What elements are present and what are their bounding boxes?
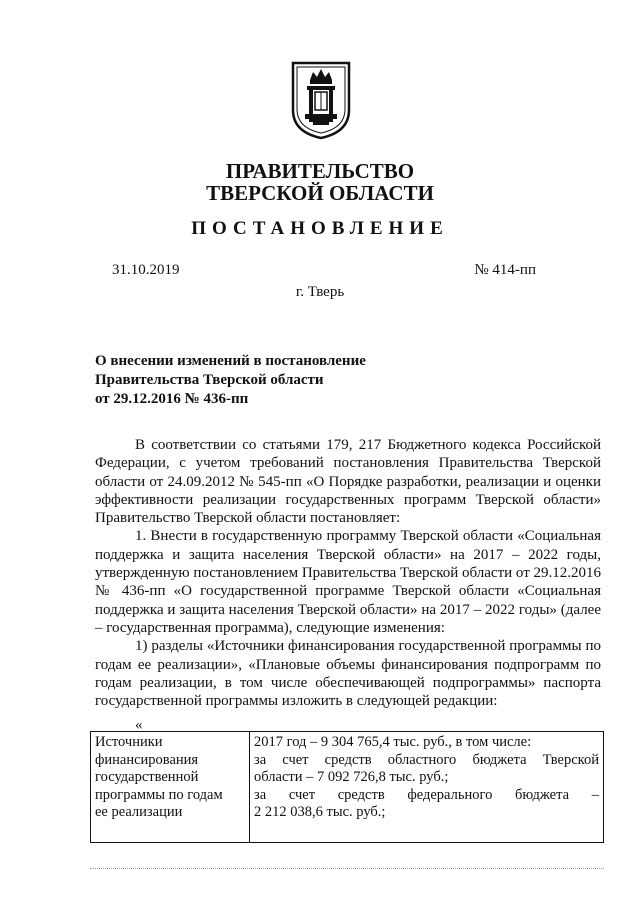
table-cell-value xyxy=(250,732,604,843)
document-city: г. Тверь xyxy=(295,284,345,300)
document-subject xyxy=(95,352,475,409)
document-type-title: ПОСТАНОВЛЕНИЕ xyxy=(191,218,449,239)
body-paragraph: 1. Внести в государственную программу Тверской области «Социальная поддержка и защита населения Тверской области» на 2017 – 2022 годы, утвержденную постановлением Правительства Тверской области от 29.12.2016 № 436-пп «О государственной программе Тверской области «Социальная поддержка и защита населения Тверской области» на 2017 – 2022 годы» (далее – государственная программа), следующие изменения: xyxy=(95,528,602,636)
subject-line: О внесении изменений в постановление xyxy=(95,353,366,369)
coat-of-arms-emblem-icon xyxy=(290,60,352,140)
cell-line: государственной xyxy=(95,769,199,786)
cell-line: области – 7 092 726,8 тыс. руб.; xyxy=(254,769,449,786)
opening-quote: « xyxy=(135,717,143,733)
financing-table xyxy=(90,731,604,843)
table-row xyxy=(91,732,604,843)
cell-line: за счет средств федерального бюджета – xyxy=(254,786,599,803)
cell-line: ее реализации xyxy=(95,804,183,821)
table-cell-label xyxy=(91,732,250,843)
cell-line: Источники xyxy=(95,734,163,750)
subject-line: Правительства Тверской области xyxy=(95,372,324,388)
cell-line: финансирования xyxy=(95,751,199,768)
document-date: 31.10.2019 xyxy=(112,262,180,278)
org-name-line2: ТВЕРСКОЙ ОБЛАСТИ xyxy=(206,181,434,205)
cell-line: 2017 год – 9 304 765,4 тыс. руб., в том числе: xyxy=(254,734,532,750)
body-paragraph: В соответствии со статьями 179, 217 Бюджетного кодекса Российской Федерации, с учетом требований постановления Правительства Тверской области от 24.09.2012 № 545-пп «О Порядке разработки, реализации и оценки эффективности реализации государственных программ Тверской области» Правительство Тверской области постановляет: xyxy=(95,437,601,527)
document-body xyxy=(95,436,601,710)
document-number: № 414-пп xyxy=(474,262,536,278)
subject-line: от 29.12.2016 № 436-пп xyxy=(95,391,249,407)
body-paragraph: 1) разделы «Источники финансирования государственной программы по годам ее реализации», «Плановые объемы финансирования подпрограмм по годам реализации, в том числе обеспечивающей подпрограммы» паспорта государственной программы изложить в следующей редакции: xyxy=(95,638,601,710)
org-name-line1: ПРАВИТЕЛЬСТВО xyxy=(225,159,415,183)
cell-line: за счет средств областного бюджета Тверской xyxy=(254,751,599,768)
page-bottom-edge xyxy=(90,868,604,869)
cell-line: 2 212 038,6 тыс. руб.; xyxy=(254,804,386,821)
cell-line: программы по годам xyxy=(95,786,223,803)
